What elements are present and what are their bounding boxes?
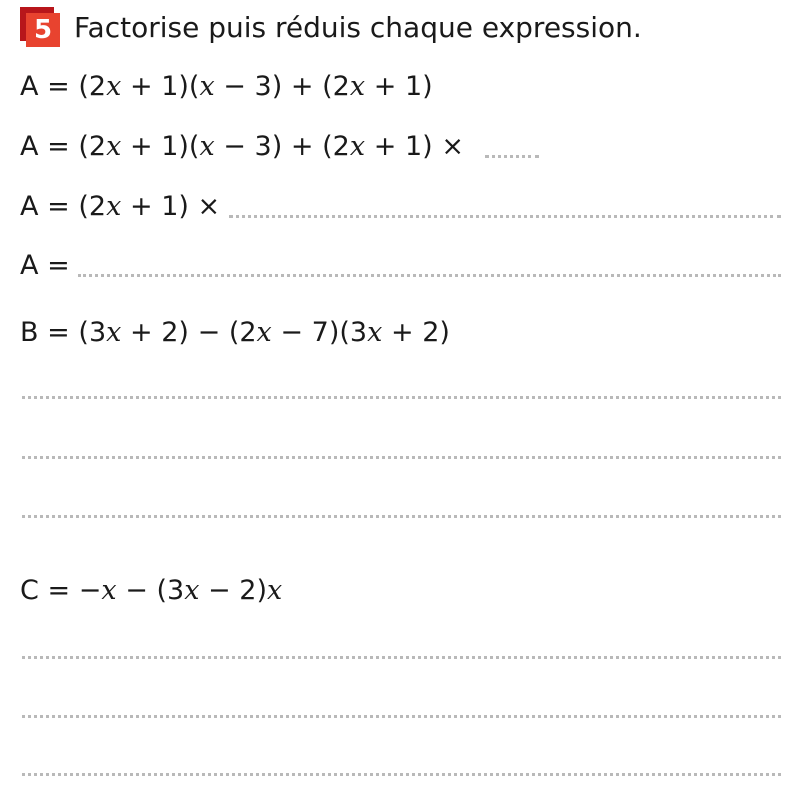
- term: 2): [422, 316, 450, 348]
- term: (2: [228, 316, 257, 348]
- variable-x: x: [256, 316, 272, 348]
- term: (2: [322, 70, 350, 102]
- term: 1): [161, 190, 189, 222]
- operator: +: [129, 190, 153, 222]
- equals-sign: =: [47, 249, 70, 281]
- equals-sign: =: [47, 190, 70, 222]
- term: 1)(: [161, 130, 200, 162]
- term: (2: [78, 130, 107, 162]
- term: (3: [156, 574, 185, 606]
- operator: −: [197, 316, 221, 348]
- operator: +: [373, 70, 397, 102]
- operator: −: [280, 316, 304, 348]
- expression-a-line-4: [20, 245, 781, 285]
- lhs: A: [20, 70, 39, 102]
- times-sign: ×: [197, 190, 221, 222]
- term: 7)(3: [311, 316, 368, 348]
- variable-x: x: [106, 130, 122, 162]
- equals-sign: =: [47, 70, 70, 102]
- operator: −: [223, 70, 246, 102]
- expression-c: [20, 570, 781, 610]
- expression-a-line-2: [20, 126, 781, 166]
- term: 3): [254, 70, 283, 102]
- answer-line-c-1[interactable]: [22, 656, 781, 659]
- term: 3): [254, 130, 283, 162]
- operator: +: [290, 130, 314, 162]
- term: (2: [78, 70, 107, 102]
- equals-sign: =: [47, 130, 70, 162]
- operator: +: [290, 70, 314, 102]
- term: (2: [78, 190, 107, 222]
- exercise-header: [20, 6, 642, 48]
- variable-x: x: [349, 70, 366, 102]
- answer-blank[interactable]: [78, 274, 781, 277]
- answer-blank[interactable]: [229, 215, 781, 218]
- answer-blank-short[interactable]: [485, 155, 539, 158]
- operator: −: [125, 574, 148, 606]
- term: (3: [78, 316, 107, 348]
- times-sign: ×: [441, 130, 464, 162]
- variable-x: x: [106, 316, 122, 348]
- answer-line-c-2[interactable]: [22, 715, 781, 718]
- term: 2): [239, 574, 268, 606]
- operator: −: [78, 574, 102, 606]
- operator: +: [390, 316, 414, 348]
- equals-sign: =: [47, 316, 70, 348]
- lhs: B: [20, 316, 39, 348]
- exercise-number-badge: [20, 7, 62, 47]
- variable-x: x: [199, 130, 215, 162]
- operator: +: [373, 130, 397, 162]
- term: 1): [404, 70, 433, 102]
- answer-line-b-2[interactable]: [22, 456, 781, 459]
- variable-x: x: [367, 316, 383, 348]
- expression-a-line-3: [20, 186, 781, 226]
- variable-x: x: [267, 574, 283, 606]
- operator: −: [208, 574, 231, 606]
- term: 2): [161, 316, 189, 348]
- variable-x: x: [199, 70, 215, 102]
- term: (2: [322, 130, 350, 162]
- variable-x: x: [184, 574, 200, 606]
- equals-sign: =: [47, 574, 71, 606]
- operator: +: [129, 316, 153, 348]
- lhs: A: [20, 190, 39, 222]
- answer-line-b-3[interactable]: [22, 515, 781, 518]
- expression-a-line-1: [20, 66, 781, 106]
- term: 1): [404, 130, 433, 162]
- operator: −: [223, 130, 246, 162]
- answer-line-b-1[interactable]: [22, 396, 781, 399]
- lhs: A: [20, 249, 39, 281]
- variable-x: x: [101, 574, 117, 606]
- operator: +: [129, 130, 153, 162]
- exercise-instruction: Factorise puis réduis chaque expression.: [74, 10, 642, 44]
- operator: +: [129, 70, 153, 102]
- variable-x: x: [106, 190, 122, 222]
- lhs: A: [20, 130, 39, 162]
- answer-line-c-3[interactable]: [22, 773, 781, 776]
- variable-x: x: [349, 130, 366, 162]
- lhs: C: [20, 574, 39, 606]
- exercise-number: 5: [26, 13, 60, 47]
- term: 1)(: [161, 70, 200, 102]
- expression-b: [20, 312, 781, 352]
- variable-x: x: [106, 70, 122, 102]
